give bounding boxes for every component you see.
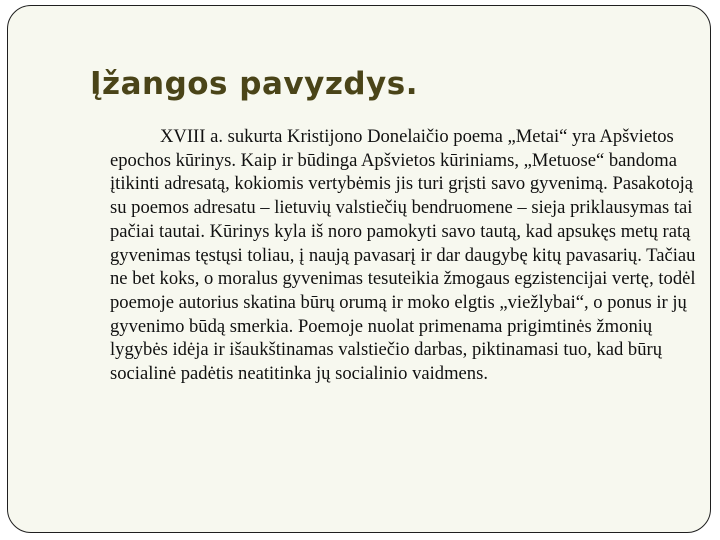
- slide-frame: [7, 5, 711, 533]
- slide-title: Įžangos pavyzdys.: [90, 66, 418, 102]
- slide-body-paragraph: XVIII a. sukurta Kristijono Donelaičio poema „Metai“ yra Apšvietos epochos kūrinys. Kaip ir būdinga Apšvietos kūriniams, „Metuose“ bandoma įtikinti adresatą, kokiomis vertybėmis jis turi grįsti savo gyvenimą. Pasakotoją su poemos adresatu – lietuvių valstiečių bendruomene – sieja priklausymas tai pačiai tautai. Kūrinys kyla iš noro pamokyti savo tautą, kad apsukęs metų ratą gyvenimas tęstųsi toliau, į naują pavasarį ir dar daugybę kitų pavasarių. Tačiau ne bet koks, o moralus gyvenimas tesuteikia žmogaus egzistencijai vertę, todėl poemoje autorius skatina būrų orumą ir moko elgtis „viežlybai“, o ponus ir jų gyvenimo būdą smerkia. Poemoje nuolat primenama prigimtinės žmonių lygybės idėja ir išaukštinamas valstiečio darbas, piktinamasi tuo, kad būrų socialinė padėtis neatitinka jų socialinio vaidmens.: [110, 126, 696, 385]
